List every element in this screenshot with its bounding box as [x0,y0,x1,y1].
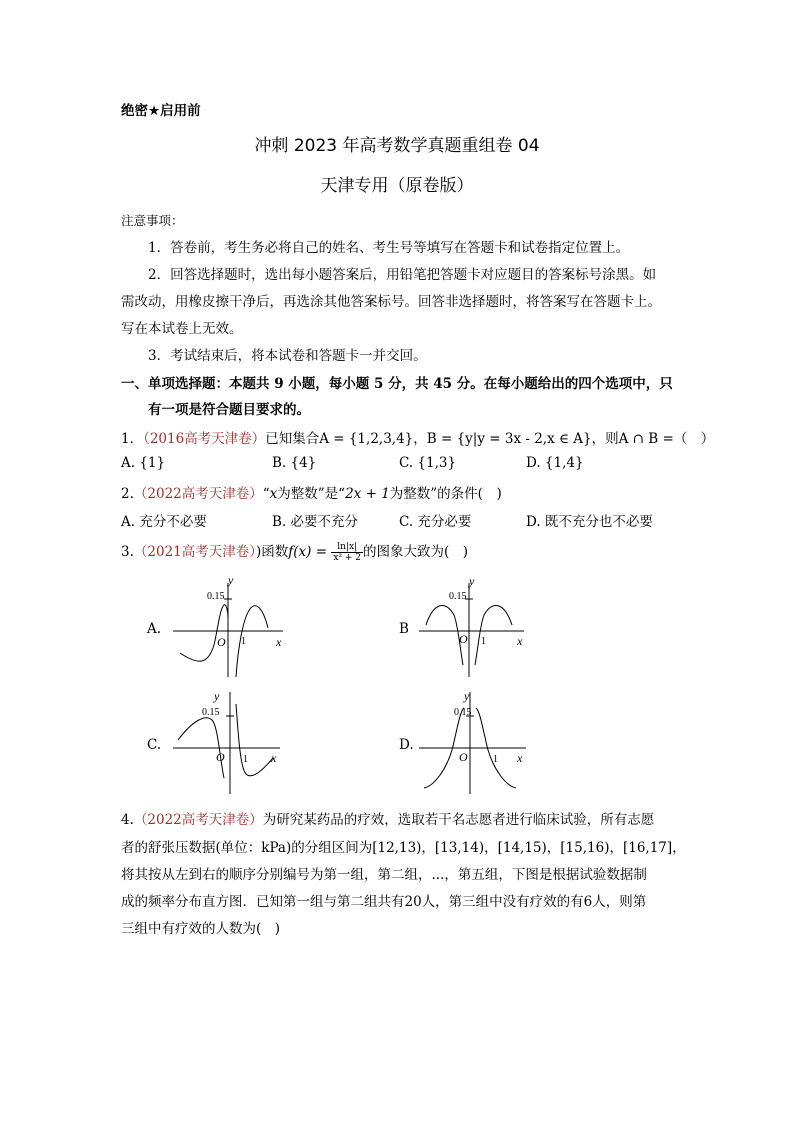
origin-label: O [216,750,225,764]
question-text-part: 为整数”的条件( ) [389,486,502,502]
question-4-line-3: 将其按从左到右的顺序分别编号为第一组，第二组，...，第五组，下图是根据试验数据制 [121,867,647,883]
section-heading-line-1: 一、单项选择题：本题共 9 小题，每小题 5 分，共 45 分。在每小题给出的四个选项中，只 [121,376,673,392]
y-axis-label: y [469,574,475,588]
question-3 [121,537,468,567]
question-text-part: 的图象大致为( ) [363,544,469,560]
notes-heading: 注意事项： [121,213,184,228]
x-tick-label: 1 [241,636,246,647]
question-4-line-4: 成的频率分布直方图．已知第一组与第二组共有20人，第三组中没有疗效的有6人，则第 [121,894,647,910]
graph-b-label[interactable]: B [399,621,409,637]
formula-fraction [331,542,363,563]
option-d[interactable]: D. {1,4} [526,455,584,471]
x-tick-label: 1 [243,754,248,765]
y-tick-label: 0.15 [207,591,225,602]
notes-item-2-line-1: 2．回答选择题时，选出每小题答案后，用铅笔把答题卡对应题目的答案标号涂黑。如 [148,267,657,283]
curve-left [426,606,463,665]
x-tick-label: 1 [481,636,486,647]
graph-a-label[interactable]: A. [147,621,162,637]
x-axis-label: x [517,751,523,765]
question-source: （2021高考天津卷） [133,544,256,560]
notes-item-2-line-3: 写在本试卷上无效。 [121,321,243,337]
page-title: 冲刺 2023 年高考数学真题重组卷 04 [254,136,540,156]
question-number: 1． [121,431,144,447]
section-heading-line-2: 有一项是符合题目要求的。 [148,402,310,418]
question-text-part: 为整数”是“ [277,486,346,502]
curve-right [236,704,273,776]
origin-label: O [459,750,468,764]
question-text-part: )函数 [256,544,289,560]
notes-item-1: 1．答卷前，考生务必将自己的姓名、考生号等填写在答题卡和试卷指定位置上。 [148,240,630,256]
graph-a[interactable] [168,573,298,685]
question-4-line-5: 三组中有疗效的人数为( ) [121,921,281,937]
question-number: 4. [121,812,134,828]
y-tick-label: 0.15 [454,707,472,718]
option-c[interactable]: C. 充分必要 [399,514,472,530]
option-d[interactable]: D. 既不充分也不必要 [526,514,653,530]
y-axis-label: y [464,690,470,703]
graph-d[interactable] [414,690,544,802]
x-tick-label: 1 [493,754,498,765]
fraction-denominator: x² + 2 [333,553,362,563]
question-source: （2016高考天津卷） [143,431,266,447]
x-axis-label: x [276,635,282,649]
question-4-line-2: 者的舒张压数据(单位：kPa)的分组区间为[12,13)，[13,14)，[14,15)，[15,16)，[16,17]， [121,840,686,856]
y-axis-label: y [214,690,220,703]
secret-label: 绝密★启用前 [121,103,201,119]
math-var: x [269,486,278,502]
fraction-numerator: ln|x| [331,542,363,553]
x-axis-label: x [271,751,277,765]
option-c[interactable]: C. {1,3} [399,455,457,471]
x-axis-label: x [517,634,523,648]
question-text-part: “ [262,486,270,502]
curve-left [180,605,228,662]
notes-item-3: 3．考试结束后，将本试卷和答题卡一并交回。 [148,348,427,364]
question-number: 2. [121,486,134,502]
page-subtitle: 天津专用（原卷版） [320,176,474,196]
graph-c[interactable] [168,690,298,802]
option-b[interactable]: B. 必要不充分 [272,514,359,530]
origin-label: O [217,635,226,649]
graph-c-label[interactable]: C. [147,737,162,753]
y-tick-label: 0.15 [202,707,220,718]
question-text: 已知集合A = {1,2,3,4}，B = {y|y = 3x - 2,x ∈ A}，则A ∩ B =（ ） [265,431,715,447]
origin-label: O [459,632,468,646]
math-function: f(x) = [288,544,328,560]
option-b[interactable]: B. {4} [272,455,317,471]
graph-d-label[interactable]: D. [399,737,414,753]
question-source: （2022高考天津卷） [133,812,263,828]
notes-item-2-line-2: 需改动，用橡皮擦干净后，再选涂其他答案标号。回答非选择题时，将答案写在答题卡上。 [121,294,661,310]
option-a[interactable]: A. 充分不必要 [121,514,207,530]
question-text-line-1: 为研究某药品的疗效，选取若干名志愿者进行临床试验，所有志愿 [262,812,655,828]
question-number: 3. [121,544,134,560]
question-4 [121,808,654,828]
graph-b[interactable] [414,573,544,685]
option-a[interactable]: A. {1} [121,455,166,471]
math-expression: 2x + 1 [345,486,390,502]
question-source: （2022高考天津卷） [133,486,263,502]
y-axis-label: y [228,573,234,587]
y-tick-label: 0.15 [449,591,467,602]
question-1 [121,427,714,447]
question-2 [121,482,502,502]
